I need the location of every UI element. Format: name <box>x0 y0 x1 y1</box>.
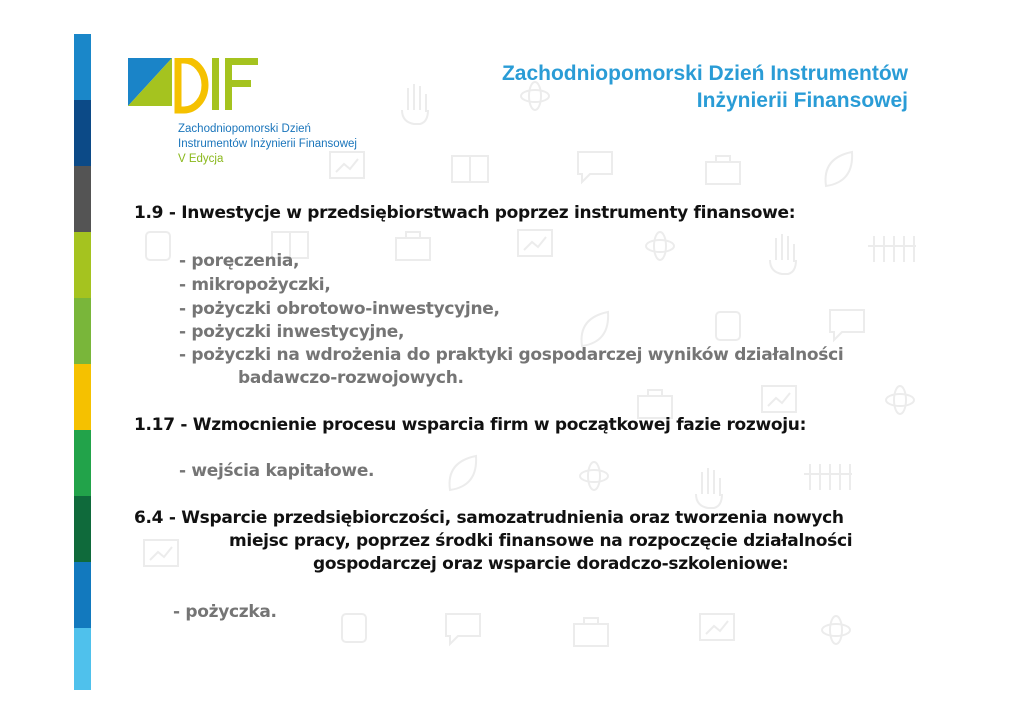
atom-icon <box>580 462 608 490</box>
chat-icon <box>446 614 480 644</box>
briefcase-icon <box>396 232 430 260</box>
leaf-icon <box>582 312 609 346</box>
section-heading-6-4-line2: miejsc pracy, poprzez środki finansowe na rozpoczęcie działalności <box>229 531 853 551</box>
section-heading-6-4-line3: gospodarczej oraz wsparcie doradczo-szkoleniowe: <box>313 554 789 574</box>
book-icon <box>452 156 488 182</box>
chart-board-icon <box>518 230 552 256</box>
tram-icon <box>716 312 740 340</box>
tram-icon <box>146 232 170 260</box>
logo-d-shape <box>178 60 205 110</box>
logo-caption-line1: Zachodniopomorski Dzień <box>178 123 311 135</box>
list-item: - pożyczki na wdrożenia do praktyki gospodarczej wyników działalności <box>179 345 844 365</box>
dif-logo <box>128 58 263 116</box>
list-item: - wejścia kapitałowe. <box>179 461 375 481</box>
briefcase-icon <box>706 156 740 184</box>
list-item: - poręczenia, <box>179 251 300 271</box>
chat-icon <box>578 152 612 182</box>
tram-icon <box>342 614 366 642</box>
fence-icon <box>804 464 852 490</box>
logo-caption <box>178 122 357 167</box>
list-item: - pożyczki inwestycyjne, <box>179 322 405 342</box>
section-heading-6-4: 6.4 - Wsparcie przedsiębiorczości, samozatrudnienia oraz tworzenia nowych <box>134 508 844 528</box>
hand-icon <box>402 84 428 124</box>
logo-caption-line2: Instrumentów Inżynierii Finansowej <box>178 138 357 150</box>
logo-i-bar <box>212 58 219 110</box>
fence-icon <box>868 236 916 262</box>
atom-icon <box>822 616 850 644</box>
atom-icon <box>886 386 914 414</box>
logo-f-top <box>225 58 258 65</box>
leaf-icon <box>450 456 477 490</box>
list-item: - pożyczki obrotowo-inwestycyjne, <box>179 299 500 319</box>
atom-icon <box>646 232 674 260</box>
chart-board-icon <box>762 386 796 412</box>
briefcase-icon <box>574 618 608 646</box>
chart-board-icon <box>144 540 178 566</box>
briefcase-icon <box>638 390 672 418</box>
chart-board-icon <box>700 614 734 640</box>
logo-caption-edition: V Edycja <box>178 153 224 165</box>
list-item: - pożyczka. <box>173 602 277 622</box>
logo-f-mid <box>225 80 251 87</box>
page-title-line1: Zachodniopomorski Dzień Instrumentów <box>501 62 908 85</box>
page-title-line2: Inżynierii Finansowej <box>696 89 908 112</box>
leaf-icon <box>826 152 853 186</box>
page-title <box>502 60 908 114</box>
section-heading-1-9: 1.9 - Inwestycje w przedsiębiorstwach poprzez instrumenty finansowe: <box>134 203 796 223</box>
list-item-continuation: badawczo-rozwojowych. <box>238 368 464 388</box>
hand-icon <box>696 468 722 508</box>
hand-icon <box>770 234 796 274</box>
section-heading-1-17: 1.17 - Wzmocnienie procesu wsparcia firm w początkowej fazie rozwoju: <box>134 415 807 435</box>
chat-icon <box>830 310 864 340</box>
list-item: - mikropożyczki, <box>179 275 331 295</box>
